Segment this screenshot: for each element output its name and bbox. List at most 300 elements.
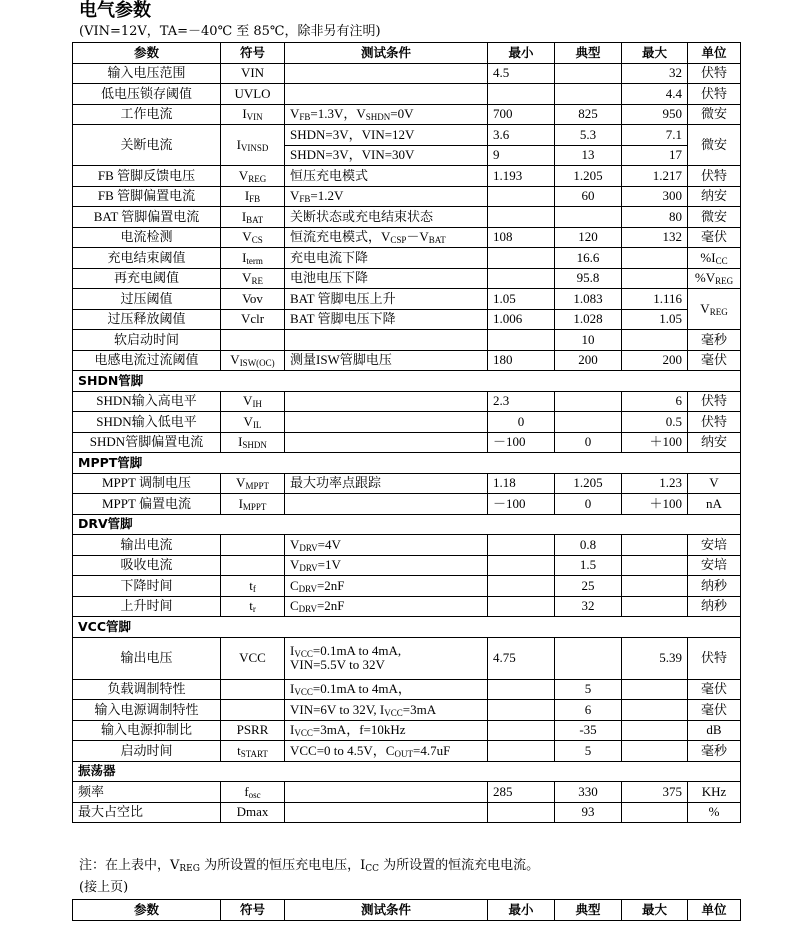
cond-text: =1.3V，V xyxy=(310,106,366,122)
param-cell: SHDN输入高电平 xyxy=(73,391,221,412)
cond-text: I xyxy=(290,681,295,697)
table-row xyxy=(73,700,741,721)
max-cell: 1.05 xyxy=(622,309,688,330)
condition-cell: SHDN=3V，VIN=30V xyxy=(285,145,488,166)
max-cell: 7.1 xyxy=(622,125,688,146)
symbol-cell: VCC xyxy=(221,637,285,679)
typ-cell: 13 xyxy=(555,145,622,166)
unit-cell: % xyxy=(688,802,741,823)
max-cell: 375 xyxy=(622,782,688,803)
unit-cell: 伏特 xyxy=(688,637,741,679)
condition-cell: BAT 管脚电压下降 xyxy=(285,309,488,330)
condition-cell: 恒压充电模式 xyxy=(285,166,488,187)
symbol-cell xyxy=(221,207,285,228)
cond-text: V xyxy=(290,536,300,552)
condition-cell xyxy=(285,63,488,84)
table-row xyxy=(73,679,741,700)
typ-cell xyxy=(555,391,622,412)
unit-cell: 毫伏 xyxy=(688,700,741,721)
note-sub: CC xyxy=(365,864,379,874)
condition-cell xyxy=(285,720,488,741)
header-max: 最大 xyxy=(622,900,688,921)
param-cell: 频率 xyxy=(73,782,221,803)
symbol-cell xyxy=(221,166,285,187)
param-cell: SHDN输入低电平 xyxy=(73,412,221,433)
min-cell: 108 xyxy=(488,227,555,248)
symbol-sub: VINSD xyxy=(240,143,269,153)
max-cell xyxy=(622,330,688,351)
table-row xyxy=(73,782,741,803)
symbol-cell: PSRR xyxy=(221,720,285,741)
condition-cell xyxy=(285,596,488,617)
min-cell xyxy=(488,576,555,597)
symbol-base: I xyxy=(244,188,250,204)
section-row xyxy=(73,453,741,474)
table-row xyxy=(73,637,741,679)
table-row xyxy=(73,166,741,187)
condition-cell xyxy=(285,432,488,453)
param-cell: 软启动时间 xyxy=(73,330,221,351)
param-cell: 输入电源抑制比 xyxy=(73,720,221,741)
max-cell: 300 xyxy=(622,186,688,207)
condition-cell xyxy=(285,84,488,105)
param-cell: 输出电流 xyxy=(73,535,221,556)
header-typ: 典型 xyxy=(555,900,622,921)
section-heading: VCC管脚 xyxy=(73,617,741,638)
table-row xyxy=(73,330,741,351)
unit-sub: CC xyxy=(715,255,728,266)
symbol-base: f xyxy=(244,783,249,799)
typ-cell: 32 xyxy=(555,596,622,617)
symbol-sub: IH xyxy=(252,399,262,410)
symbol-cell: Dmax xyxy=(221,802,285,823)
min-cell: 700 xyxy=(488,104,555,125)
table-row xyxy=(73,576,741,597)
cond-sub: VCC xyxy=(294,728,313,739)
note-text: 为所设置的恒压充电电压，I xyxy=(199,858,366,873)
cond-sub: DRV xyxy=(298,604,317,615)
table-row xyxy=(73,186,741,207)
typ-cell: 200 xyxy=(555,350,622,371)
condition-cell xyxy=(285,741,488,762)
symbol-sub: CS xyxy=(251,235,263,246)
section-heading: MPPT管脚 xyxy=(73,453,741,474)
symbol-base: V xyxy=(243,413,253,429)
symbol-cell xyxy=(221,412,285,433)
max-cell xyxy=(622,700,688,721)
header-condition: 测试条件 xyxy=(285,43,488,64)
unit-text: %V xyxy=(694,270,716,286)
condition-cell: 最大功率点跟踪 xyxy=(285,473,488,494)
min-cell: 1.006 xyxy=(488,309,555,330)
cond-text: =0.1mA to 4mA， xyxy=(312,681,411,697)
cond-text: －V xyxy=(406,229,429,245)
max-cell: 32 xyxy=(622,63,688,84)
symbol-base: I xyxy=(242,106,247,122)
symbol-cell xyxy=(221,227,285,248)
max-cell: 950 xyxy=(622,104,688,125)
typ-cell: 10 xyxy=(555,330,622,351)
min-cell xyxy=(488,679,555,700)
max-cell: 0.5 xyxy=(622,412,688,433)
table-row xyxy=(73,802,741,823)
cond-text: =4.7uF xyxy=(412,742,451,758)
cond-text: V xyxy=(290,557,300,573)
symbol-base: t xyxy=(249,598,253,614)
continued-label: (接上页) xyxy=(79,880,129,895)
cond-text: =0.1mA to 4mA, xyxy=(312,643,402,658)
typ-cell: 16.6 xyxy=(555,248,622,269)
cond-sub: VCC xyxy=(384,707,403,718)
cond-text: C xyxy=(290,598,299,614)
min-cell xyxy=(488,802,555,823)
unit-sub: REG xyxy=(709,307,728,317)
symbol-cell xyxy=(221,782,285,803)
min-cell: 4.5 xyxy=(488,63,555,84)
max-cell: 200 xyxy=(622,350,688,371)
section-row xyxy=(73,617,741,638)
condition-cell xyxy=(285,555,488,576)
symbol-sub: ISW(OC) xyxy=(239,358,275,369)
min-cell xyxy=(488,84,555,105)
unit-cell: dB xyxy=(688,720,741,741)
max-cell xyxy=(622,555,688,576)
condition-cell xyxy=(285,700,488,721)
condition-cell xyxy=(285,494,488,515)
unit-cell xyxy=(688,268,741,289)
min-cell xyxy=(488,330,555,351)
typ-cell: 825 xyxy=(555,104,622,125)
max-cell: 17 xyxy=(622,145,688,166)
cond-sub: DRV xyxy=(298,583,317,594)
typ-cell xyxy=(555,412,622,433)
unit-cell: 伏特 xyxy=(688,166,741,187)
table-row xyxy=(73,535,741,556)
cond-sub: OUT xyxy=(394,748,413,759)
header-unit: 单位 xyxy=(688,900,741,921)
symbol-sub: REG xyxy=(248,173,267,184)
param-cell: 工作电流 xyxy=(73,104,221,125)
max-cell xyxy=(622,741,688,762)
typ-cell: 330 xyxy=(555,782,622,803)
param-cell: 负载调制特性 xyxy=(73,679,221,700)
symbol-sub: term xyxy=(246,255,263,266)
typ-cell: 5.3 xyxy=(555,125,622,146)
typ-cell xyxy=(555,637,622,679)
symbol-cell xyxy=(221,576,285,597)
param-cell: FB 管脚反馈电压 xyxy=(73,166,221,187)
table-row xyxy=(73,309,741,330)
min-cell xyxy=(488,720,555,741)
min-cell: 1.193 xyxy=(488,166,555,187)
unit-cell: KHz xyxy=(688,782,741,803)
cond-sub: FB xyxy=(299,194,311,205)
table-row xyxy=(73,227,741,248)
typ-cell: 60 xyxy=(555,186,622,207)
cond-text: =2nF xyxy=(316,577,345,593)
cond-text: =3mA，f=10kHz xyxy=(312,722,406,738)
table-note xyxy=(79,858,539,874)
condition-cell xyxy=(285,802,488,823)
table-row xyxy=(73,63,741,84)
min-cell xyxy=(488,741,555,762)
header-max: 最大 xyxy=(622,43,688,64)
condition-cell xyxy=(285,227,488,248)
cond-text: VIN=6V to 32V, I xyxy=(290,701,385,717)
symbol-cell xyxy=(221,391,285,412)
unit-cell: 纳秒 xyxy=(688,596,741,617)
symbol-cell xyxy=(221,555,285,576)
section-row xyxy=(73,371,741,392)
max-cell xyxy=(622,576,688,597)
condition-cell xyxy=(285,412,488,433)
table-row xyxy=(73,596,741,617)
max-cell: 4.4 xyxy=(622,84,688,105)
param-cell: BAT 管脚偏置电流 xyxy=(73,207,221,228)
min-cell xyxy=(488,207,555,228)
min-cell: －100 xyxy=(488,494,555,515)
param-cell: 输出电压 xyxy=(73,637,221,679)
symbol-base: t xyxy=(237,742,241,758)
param-cell: 电感电流过流阈值 xyxy=(73,350,221,371)
condition-cell xyxy=(285,391,488,412)
unit-cell: 毫秒 xyxy=(688,741,741,762)
symbol-cell xyxy=(221,125,285,166)
cond-text: VCC=0 to 4.5V，C xyxy=(290,742,395,758)
unit-cell: 毫秒 xyxy=(688,330,741,351)
condition-cell xyxy=(285,679,488,700)
param-cell: 吸收电流 xyxy=(73,555,221,576)
spec-table xyxy=(72,42,741,823)
table-header xyxy=(73,43,741,64)
cond-sub: DRV xyxy=(299,542,318,553)
table-row xyxy=(73,741,741,762)
min-cell: 285 xyxy=(488,782,555,803)
min-cell: 9 xyxy=(488,145,555,166)
table-row xyxy=(73,248,741,269)
max-cell xyxy=(622,596,688,617)
max-cell: 1.116 xyxy=(622,289,688,310)
note-text: 注：在上表中，V xyxy=(79,858,180,873)
min-cell: 1.18 xyxy=(488,473,555,494)
unit-cell: 纳安 xyxy=(688,186,741,207)
header-symbol: 符号 xyxy=(221,43,285,64)
unit-cell: 纳安 xyxy=(688,432,741,453)
table-row xyxy=(73,494,741,515)
symbol-base: V xyxy=(243,393,253,409)
cond-sub: BAT xyxy=(428,235,446,246)
min-cell: 0 xyxy=(488,412,555,433)
note-text: 为所设置的恒流充电电流。 xyxy=(379,858,540,873)
cond-sub: CSP xyxy=(390,235,407,246)
symbol-base: V xyxy=(236,475,246,491)
param-cell: 过压阈值 xyxy=(73,289,221,310)
condition-cell: 充电电流下降 xyxy=(285,248,488,269)
symbol-sub: RE xyxy=(251,276,263,287)
symbol-cell xyxy=(221,700,285,721)
max-cell: 132 xyxy=(622,227,688,248)
note-sub: REG xyxy=(179,864,200,874)
symbol-sub: BAT xyxy=(246,214,264,225)
table-row xyxy=(73,268,741,289)
cond-text: =2nF xyxy=(316,598,345,614)
typ-cell: 0 xyxy=(555,432,622,453)
cond-text: =3mA xyxy=(402,701,437,717)
table-row xyxy=(73,289,741,310)
typ-cell: 1.028 xyxy=(555,309,622,330)
symbol-sub: MPPT xyxy=(245,481,269,492)
symbol-cell xyxy=(221,350,285,371)
max-cell: 1.217 xyxy=(622,166,688,187)
symbol-cell: Vov xyxy=(221,289,285,310)
symbol-cell xyxy=(221,268,285,289)
cond-sub: VCC xyxy=(294,687,313,698)
cond-text: =4V xyxy=(317,536,341,552)
unit-cell: 安培 xyxy=(688,555,741,576)
cond-sub: VCC xyxy=(294,649,313,659)
symbol-base: t xyxy=(249,577,253,593)
typ-cell xyxy=(555,207,622,228)
header-condition: 测试条件 xyxy=(285,900,488,921)
param-cell: MPPT 调制电压 xyxy=(73,473,221,494)
min-cell xyxy=(488,596,555,617)
typ-cell: 6 xyxy=(555,700,622,721)
section-heading: 振荡器 xyxy=(73,761,741,782)
condition-cell: BAT 管脚电压上升 xyxy=(285,289,488,310)
typ-cell: 1.083 xyxy=(555,289,622,310)
table-row xyxy=(73,104,741,125)
param-cell: 充电结束阈值 xyxy=(73,248,221,269)
typ-cell: 5 xyxy=(555,679,622,700)
condition-cell xyxy=(285,637,488,679)
symbol-base: V xyxy=(242,270,252,286)
cond-text: =1V xyxy=(317,557,341,573)
symbol-sub: f xyxy=(252,583,256,594)
unit-cell: 微安 xyxy=(688,125,741,166)
continued-table-header xyxy=(72,899,741,921)
unit-cell: 微安 xyxy=(688,207,741,228)
min-cell xyxy=(488,535,555,556)
symbol-cell xyxy=(221,432,285,453)
cond-text: I xyxy=(290,722,295,738)
page-title: 电气参数 xyxy=(79,0,151,21)
cond-text: =0V xyxy=(390,106,414,122)
unit-cell: 伏特 xyxy=(688,391,741,412)
param-cell: 最大占空比 xyxy=(73,802,221,823)
condition-cell xyxy=(285,330,488,351)
symbol-sub: osc xyxy=(248,789,261,800)
symbol-cell xyxy=(221,535,285,556)
symbol-cell xyxy=(221,104,285,125)
header-param: 参数 xyxy=(73,43,221,64)
min-cell: 1.05 xyxy=(488,289,555,310)
max-cell xyxy=(622,248,688,269)
header-unit: 单位 xyxy=(688,43,741,64)
max-cell: 5.39 xyxy=(622,637,688,679)
max-cell xyxy=(622,720,688,741)
test-conditions: (VIN=12V，TA=－40℃ 至 85℃，除非另有注明) xyxy=(79,24,381,39)
table-row xyxy=(73,432,741,453)
symbol-cell: Vclr xyxy=(221,309,285,330)
typ-cell: 1.5 xyxy=(555,555,622,576)
condition-cell: 电池电压下降 xyxy=(285,268,488,289)
param-cell: 再充电阈值 xyxy=(73,268,221,289)
symbol-cell xyxy=(221,596,285,617)
symbol-base: I xyxy=(238,434,243,450)
symbol-cell: VIN xyxy=(221,63,285,84)
typ-cell: -35 xyxy=(555,720,622,741)
min-cell xyxy=(488,268,555,289)
unit-sub: REG xyxy=(715,276,734,287)
header-param: 参数 xyxy=(73,900,221,921)
typ-cell: 1.205 xyxy=(555,166,622,187)
min-cell: 4.75 xyxy=(488,637,555,679)
param-cell: 输入电源调制特性 xyxy=(73,700,221,721)
param-cell: 输入电压范围 xyxy=(73,63,221,84)
min-cell: －100 xyxy=(488,432,555,453)
header-typ: 典型 xyxy=(555,43,622,64)
max-cell xyxy=(622,802,688,823)
param-cell: 上升时间 xyxy=(73,596,221,617)
unit-cell: 纳秒 xyxy=(688,576,741,597)
condition-cell xyxy=(285,535,488,556)
condition-cell xyxy=(285,104,488,125)
cond-text: C xyxy=(290,577,299,593)
min-cell: 3.6 xyxy=(488,125,555,146)
min-cell: 180 xyxy=(488,350,555,371)
max-cell: 80 xyxy=(622,207,688,228)
symbol-base: V xyxy=(242,229,252,245)
symbol-cell xyxy=(221,494,285,515)
header-symbol: 符号 xyxy=(221,900,285,921)
symbol-sub: r xyxy=(252,604,256,615)
symbol-sub: FB xyxy=(249,194,261,205)
table-row xyxy=(73,391,741,412)
symbol-cell: UVLO xyxy=(221,84,285,105)
unit-cell: 毫伏 xyxy=(688,227,741,248)
max-cell: 1.23 xyxy=(622,473,688,494)
min-cell xyxy=(488,248,555,269)
condition-cell xyxy=(285,186,488,207)
unit-cell: 毫伏 xyxy=(688,679,741,700)
param-cell: 关断电流 xyxy=(73,125,221,166)
cond-sub: DRV xyxy=(299,563,318,574)
section-row xyxy=(73,761,741,782)
symbol-sub: START xyxy=(240,748,268,759)
unit-cell: nA xyxy=(688,494,741,515)
param-cell: 启动时间 xyxy=(73,741,221,762)
symbol-cell xyxy=(221,679,285,700)
param-cell: MPPT 偏置电流 xyxy=(73,494,221,515)
section-heading: SHDN管脚 xyxy=(73,371,741,392)
typ-cell: 5 xyxy=(555,741,622,762)
typ-cell: 120 xyxy=(555,227,622,248)
unit-cell: V xyxy=(688,473,741,494)
cond-text: =1.2V xyxy=(310,188,344,204)
cond-text: 恒流充电模式，V xyxy=(290,229,391,245)
unit-cell: 微安 xyxy=(688,104,741,125)
symbol-base: V xyxy=(238,167,249,183)
cond-sub: SHDN xyxy=(365,112,391,123)
symbol-sub: VIN xyxy=(246,112,263,123)
symbol-sub: MPPT xyxy=(242,501,267,512)
section-row xyxy=(73,514,741,535)
max-cell xyxy=(622,535,688,556)
symbol-base: I xyxy=(242,249,247,265)
param-cell: 电流检测 xyxy=(73,227,221,248)
header-min: 最小 xyxy=(488,900,555,921)
symbol-cell xyxy=(221,330,285,351)
